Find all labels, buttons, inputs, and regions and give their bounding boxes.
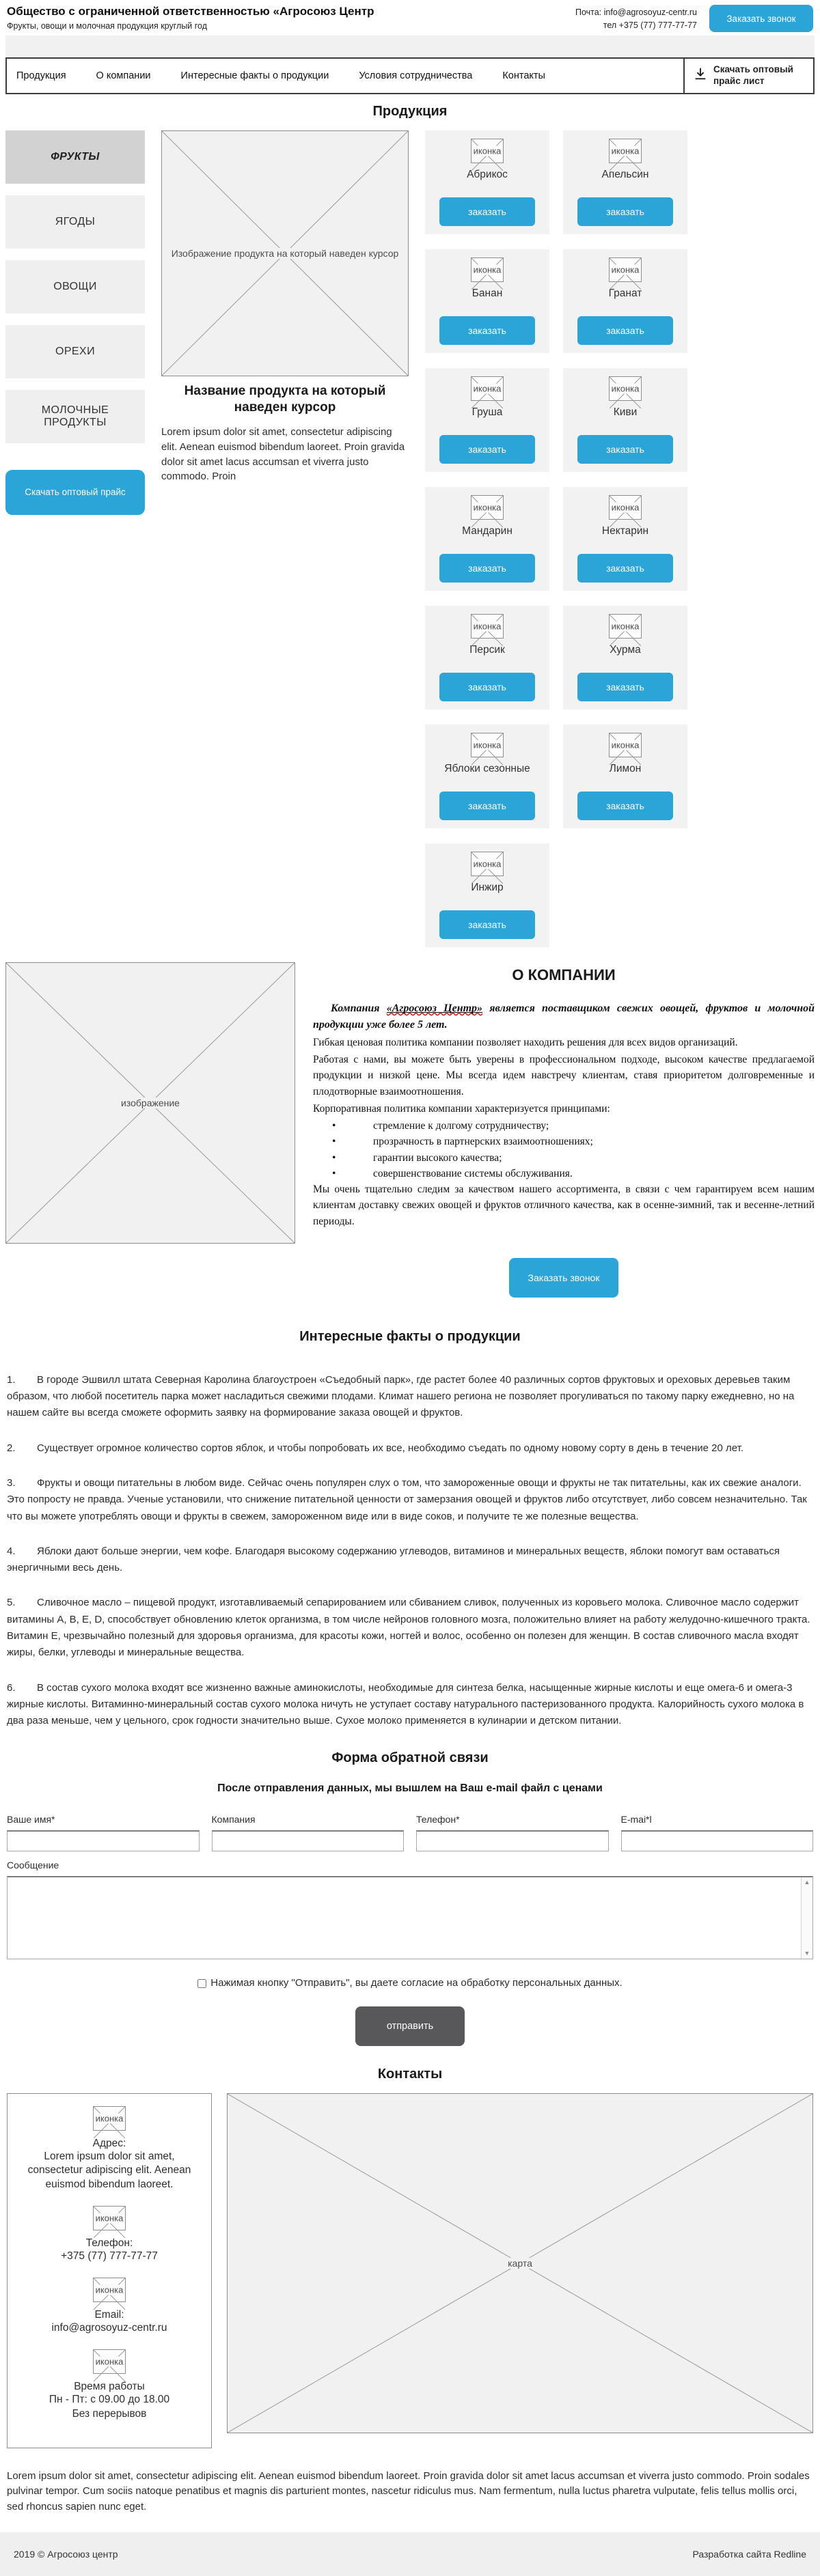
nav-item-products[interactable]: Продукция <box>16 70 66 81</box>
product-name: Хурма <box>610 643 641 656</box>
product-preview-image-placeholder <box>161 130 409 376</box>
feedback-form-section <box>0 1750 820 2046</box>
hours-label: Время работы <box>74 2381 145 2393</box>
order-button[interactable]: заказать <box>577 197 673 226</box>
submit-button[interactable]: отправить <box>355 2006 465 2046</box>
fact-item: 1. В городе Эшвилл штата Северная Каролина благоустроен «Съедобный парк», где растет более 40 различных сортов фруктовых и ореховых деревьев таким образом, что любой посетитель парка может насладиться свежими плодами. Климат нашего региона не позволяет прогуливаться по такому парку ежедневно, но на нашем сайте вы всегда сможете оформить заявку на формирование заказа овощей и фруктов. <box>7 1373 795 1419</box>
product-card <box>563 368 687 472</box>
order-button[interactable]: заказать <box>439 554 535 583</box>
icon-label: иконка <box>473 383 502 394</box>
product-name: Киви <box>613 406 638 418</box>
product-card <box>563 130 687 234</box>
product-card <box>563 487 687 591</box>
scroll-down-icon[interactable]: ▼ <box>804 1949 810 1957</box>
product-name: Гранат <box>608 287 642 299</box>
product-card <box>425 606 549 710</box>
principle-item: • совершенствование системы обслуживания. <box>313 1166 815 1181</box>
icon-label: иконка <box>611 621 640 632</box>
product-card <box>563 606 687 710</box>
contact-phone-block <box>16 2206 203 2264</box>
about-intro: Компания «Агросоюз Центр» является поставщиком свежих овощей, фруктов и молочной продукции уже более 5 лет. <box>313 1002 815 1031</box>
download-price-label: Скачать оптовый прайс лист <box>713 64 793 86</box>
nav-item-cooperation[interactable]: Условия сотрудничества <box>359 70 473 81</box>
order-button[interactable]: заказать <box>577 673 673 701</box>
product-name: Банан <box>472 287 503 299</box>
about-title: О КОМПАНИИ <box>512 966 616 983</box>
phone-icon-placeholder: иконка <box>93 2206 126 2230</box>
icon-label: иконка <box>473 858 502 869</box>
product-icon-placeholder <box>609 257 642 282</box>
product-name: Лимон <box>609 762 642 774</box>
order-button[interactable]: заказать <box>439 435 535 464</box>
facts-title: Интересные факты о продукции <box>299 1328 521 1344</box>
name-input[interactable] <box>7 1830 200 1851</box>
product-icon-placeholder <box>471 852 504 876</box>
product-icon-placeholder <box>609 733 642 757</box>
consent-checkbox[interactable] <box>197 1979 206 1988</box>
hours-value2: Без перерывов <box>72 2408 147 2420</box>
preview-product-name: Название продукта на который наведен курсор <box>184 383 386 415</box>
call-request-button[interactable]: Заказать звонок <box>709 5 813 32</box>
product-card <box>563 249 687 353</box>
product-card <box>425 487 549 591</box>
product-icon-placeholder <box>471 139 504 163</box>
product-name: Абрикос <box>467 168 508 180</box>
about-principles-list <box>313 1118 815 1181</box>
about-paragraph: Работая с нами, вы можете быть уверены в профессиональном подходе, высоком качестве предлагаемой продукции и низкой цене. Мы всегда идем навстречу клиентам, ставя приоритетом долговременные и плодотворные взаимоотношения. <box>313 1054 815 1097</box>
product-grid <box>425 130 815 947</box>
product-icon-placeholder <box>471 376 504 401</box>
contact-info-box <box>7 2093 212 2448</box>
nav-item-about[interactable]: О компании <box>96 70 151 81</box>
footer-bar <box>0 2532 820 2576</box>
product-icon-placeholder <box>609 139 642 163</box>
products-section <box>0 104 820 947</box>
order-button[interactable]: заказать <box>439 197 535 226</box>
category-berries[interactable]: ЯГОДЫ <box>5 195 145 249</box>
about-principles-intro: Корпоративная политика компании характеризуется принципами: <box>313 1102 610 1115</box>
fact-item: 6. В состав сухого молока входят все жизненно важные аминокислоты, необходимые для синтеза белка, насыщенные жирные кислоты и еще омега-6 и омега-3 жирные кислоты. Витаминно-минеральный состав сухого молока ничуть не уступает составу натурального пастеризованного продукта. Калорийность сухого молока в два раза меньше, чем у цельного, срок годности значительно выше. Сухое молоко применяется в кулинарии и детском питании. <box>7 1681 804 1727</box>
page-header <box>0 0 820 36</box>
icon-label: иконка <box>473 502 502 513</box>
company-name-link: «Агросоюз Центр» <box>386 1002 483 1014</box>
contact-hours-block <box>16 2349 203 2422</box>
icon-label: иконка <box>611 502 640 513</box>
email-value: info@agrosoyuz-centr.ru <box>51 2322 167 2334</box>
about-paragraph: Мы очень тщательно следим за качеством нашего ассортимента, в связи с чем гарантируем всем нашим клиентам доставку свежих овощей и фруктов отличного качества, как в осенне-зимний, так и весенне-летний периоды. <box>313 1184 815 1227</box>
product-name: Яблоки сезонные <box>444 762 530 774</box>
principle-item: • стремление к долгому сотрудничеству; <box>313 1118 815 1134</box>
email-input[interactable] <box>621 1830 814 1851</box>
product-icon-placeholder <box>609 614 642 639</box>
principle-item: • прозрачность в партнерских взаимоотношениях; <box>313 1134 815 1149</box>
header-divider-band <box>5 36 815 57</box>
scroll-up-icon[interactable]: ▲ <box>804 1878 810 1886</box>
phone-value: +375 (77) 777-77-77 <box>61 2250 158 2263</box>
product-card <box>425 249 549 353</box>
order-button[interactable]: заказать <box>439 673 535 701</box>
map-label: карта <box>504 2258 536 2269</box>
product-card <box>425 368 549 472</box>
call-request-button-about[interactable]: Заказать звонок <box>509 1258 618 1298</box>
order-button[interactable]: заказать <box>439 792 535 820</box>
product-icon-placeholder <box>609 495 642 520</box>
fact-item: 4. Яблоки дают больше энергии, чем кофе. Благодаря высокому содержанию углеводов, витаминов и минеральных веществ, яблоки помогут вам оставаться энергичными весь день. <box>7 1545 780 1574</box>
nav-item-contacts[interactable]: Контакты <box>502 70 545 81</box>
category-dairy[interactable]: МОЛОЧНЫЕ ПРОДУКТЫ <box>5 390 145 443</box>
phone-input[interactable] <box>416 1830 609 1851</box>
category-fruits[interactable]: ФРУКТЫ <box>5 130 145 184</box>
fact-item: 2. Существует огромное количество сортов яблок, и чтобы попробовать их все, необходимо съедать по одному новому сорту в день в течение 20 лет. <box>7 1442 743 1454</box>
company-field-label: Компания <box>211 1813 256 1825</box>
address-label: Адрес: <box>92 2137 126 2149</box>
about-paragraph: Гибкая ценовая политика компании позволяет находить решения для всех видов организаций. <box>313 1036 738 1048</box>
contacts-title: Контакты <box>377 2066 443 2082</box>
preview-image-label: Изображение продукта на который наведен курсор <box>167 248 403 259</box>
map-placeholder <box>227 2093 813 2433</box>
order-button[interactable]: заказать <box>577 792 673 820</box>
copyright: 2019 © Агросоюз центр <box>14 2549 118 2560</box>
icon-label: иконка <box>473 621 502 632</box>
about-section <box>0 962 820 1298</box>
product-card <box>425 725 549 828</box>
product-icon-placeholder <box>471 614 504 639</box>
product-name: Нектарин <box>601 524 649 537</box>
category-nuts[interactable]: ОРЕХИ <box>5 325 145 378</box>
brand <box>7 5 374 31</box>
facts-section <box>0 1329 820 1730</box>
product-icon-placeholder <box>471 495 504 520</box>
about-image-placeholder <box>5 962 295 1244</box>
download-icon <box>693 66 708 85</box>
order-button[interactable]: заказать <box>439 910 535 939</box>
download-price-link[interactable] <box>683 59 813 93</box>
feedback-form-title: Форма обратной связи <box>331 1750 489 1765</box>
principle-item: • гарантии высокого качества; <box>313 1150 815 1166</box>
icon-label: иконка <box>473 145 502 156</box>
message-field-label: Сообщение <box>7 1859 59 1871</box>
product-name: Мандарин <box>462 524 512 537</box>
about-image-label: изображение <box>117 1097 184 1108</box>
email-label: Email: <box>94 2309 124 2321</box>
order-button[interactable]: заказать <box>439 316 535 345</box>
hours-value: Пн - Пт: с 09.00 до 18.00 <box>49 2394 170 2406</box>
product-preview <box>161 130 409 947</box>
header-contacts <box>575 5 697 33</box>
preview-product-description: Lorem ipsum dolor sit amet, consectetur adipiscing elit. Aenean euismod bibendum laoreet. Proin gravida dolor sit amet lacus accumsan et viverra justo commodo. Proin <box>161 426 405 483</box>
consent-text: Нажимая кнопку "Отправить", вы даете согласие на обработку персональных данных. <box>210 1976 623 1989</box>
fact-item: 3. Фрукты и овощи питательны в любом виде. Сейчас очень популярен слух о том, что замороженные овощи и фрукты не так питательны, как их свежие аналоги. Это попросту не правда. Ученые установили, что снижение питательной ценности от замерзания овощей и фруктов либо отсутствует, либо совсем незначительно. Так что вы можете употреблять овощи и фрукты в свежем, замороженном виде или в виде соков, и получите те же полезные вещества. <box>7 1476 807 1522</box>
hours-icon-placeholder: иконка <box>93 2349 126 2374</box>
developer-credit: Разработка сайта Redline <box>692 2549 806 2560</box>
contact-email-block <box>16 2278 203 2336</box>
company-tagline: Фрукты, овощи и молочная продукция круглый год <box>7 21 208 31</box>
fact-item: 5. Сливочное масло – пищевой продукт, изготавливаемый сепарированием или сбиванием сливок, полученных из коровьего молока. Сливочное масло содержит витамины A, B, E, D, способствует обновлению клеток организма, в том числе нейронов головного мозга, положительно влияет на работу желудочно-кишечного тракта. Витамин E, чрезвычайно полезный для здоровья организма, для красоты кожи, ногтей и волос, особенно он полезен для женщин. В состав сливочного масла входят жиры, белки, углеводы и минеральные вещества. <box>7 1597 810 1659</box>
product-card <box>563 725 687 828</box>
product-card <box>425 843 549 947</box>
message-textarea[interactable] <box>7 1876 813 1959</box>
order-button[interactable]: заказать <box>577 435 673 464</box>
address-value: Lorem ipsum dolor sit amet, consectetur adipiscing elit. Aenean euismod bibendum laoreet. <box>27 2150 191 2191</box>
product-card <box>425 130 549 234</box>
order-button[interactable]: заказать <box>577 554 673 583</box>
contacts-section <box>0 2067 820 2448</box>
icon-label: иконка <box>473 264 502 275</box>
email-field-label: E-mai*l <box>620 1813 652 1825</box>
phone-field-label: Телефон* <box>416 1813 460 1825</box>
product-icon-placeholder <box>471 257 504 282</box>
email-icon-placeholder: иконка <box>93 2278 126 2302</box>
icon-label: иконка <box>611 145 640 156</box>
icon-label: иконка <box>611 383 640 394</box>
download-price-button[interactable]: Скачать оптовый прайс <box>5 470 145 515</box>
name-field-label: Ваше имя* <box>7 1813 55 1825</box>
address-icon-placeholder: иконка <box>93 2106 126 2131</box>
contact-address-block <box>16 2106 203 2193</box>
company-name: Общество с ограниченной ответственностью «Агросоюз Центр <box>7 5 374 18</box>
icon-label: иконка <box>611 740 640 751</box>
icon-label: иконка <box>473 740 502 751</box>
footer-seo-text: Lorem ipsum dolor sit amet, consectetur adipiscing elit. Aenean euismod bibendum laoreet. Proin gravida dolor sit amet lacus accumsan et viverra justo commodo. Proin sodales pulvinar tempor. Cum sociis natoque penatibus et magnis dis parturient montes, nascetur ridiculus mus. Nam fermentum, nulla luctus pharetra vulputate, felis tellus mollis orci, sed rhoncus sapien nunc eget. <box>7 2469 810 2512</box>
header-phone: тел +375 (77) 777-77-77 <box>603 20 697 31</box>
product-name: Персик <box>469 643 505 656</box>
product-name: Инжир <box>471 881 504 893</box>
main-nav <box>5 57 815 94</box>
header-email: Почта: info@agrosoyuz-centr.ru <box>575 8 697 17</box>
product-icon-placeholder <box>471 733 504 757</box>
order-button[interactable]: заказать <box>577 316 673 345</box>
category-sidebar <box>5 130 145 947</box>
nav-item-facts[interactable]: Интересные факты о продукции <box>180 70 329 81</box>
textarea-scrollbar[interactable] <box>801 1877 812 1959</box>
icon-label: иконка <box>611 264 640 275</box>
product-name: Апельсин <box>601 168 649 180</box>
products-title: Продукция <box>372 103 448 119</box>
phone-label: Телефон: <box>85 2237 133 2250</box>
product-icon-placeholder <box>609 376 642 401</box>
category-vegetables[interactable]: ОВОЩИ <box>5 260 145 313</box>
feedback-form-subtitle: После отправления данных, мы вышлем на Ваш e-mail файл с ценами <box>217 1782 603 1794</box>
company-input[interactable] <box>212 1830 405 1851</box>
product-name: Груша <box>472 406 503 418</box>
